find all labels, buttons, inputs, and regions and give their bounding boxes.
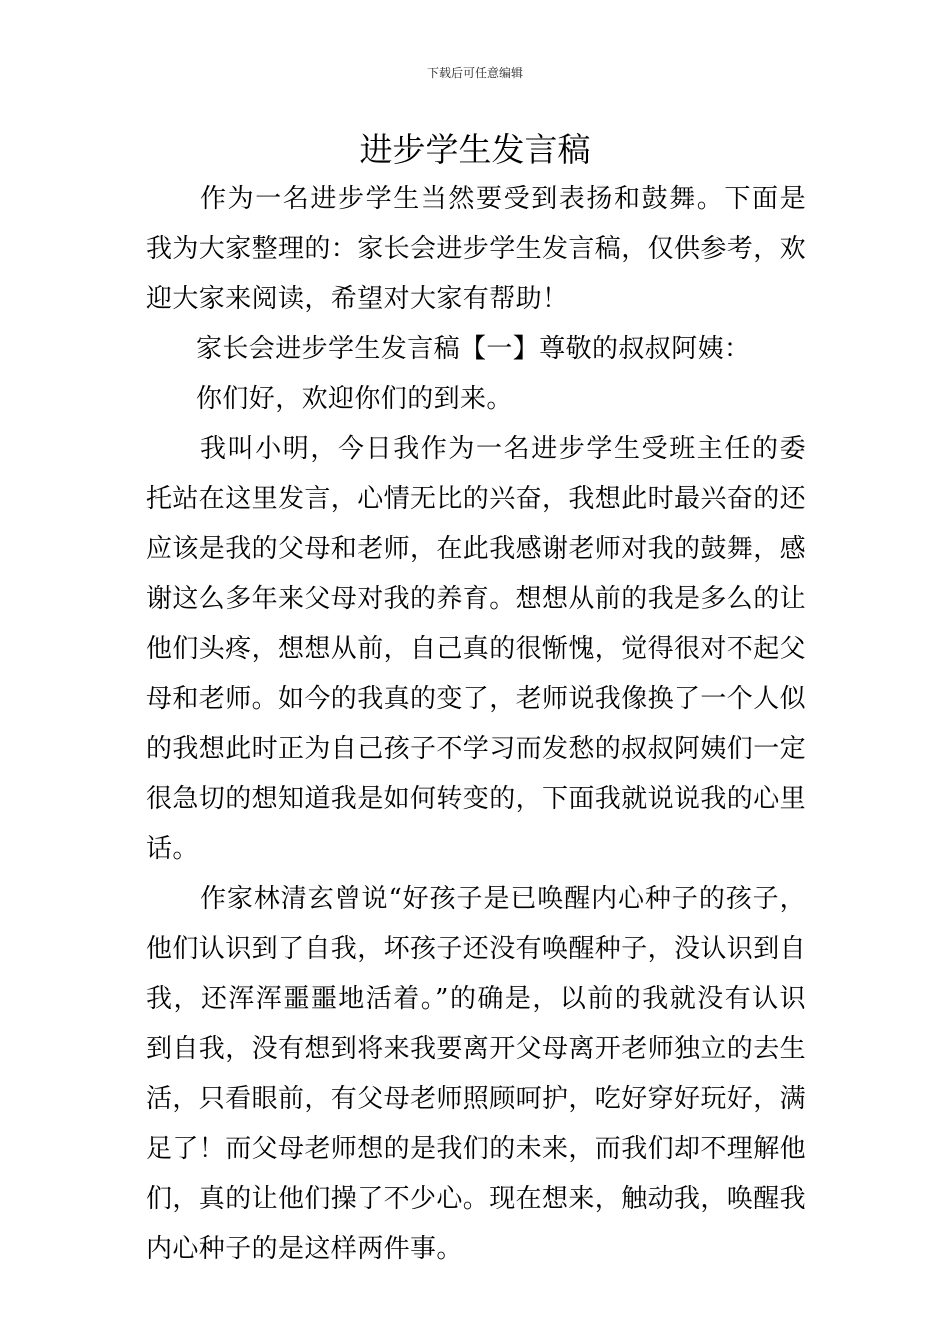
document-title: 进步学生发言稿 [359,130,591,169]
paragraph-self-introduction: 我叫小明，今日我作为一名进步学生受班主任的委托站在这里发言，心情无比的兴奋，我想此时最兴奋的还应该是我的父母和老师，在此我感谢老师对我的鼓舞，感谢这么多年来父母对我的养育。想想从前的我是多么的让他们头疼，想想从前，自己真的很惭愧，觉得很对不起父母和老师。如今的我真的变了，老师说我像换了一个人似的我想此时正为自己孩子不学习而发愁的叔叔阿姨们一定很急切的想知道我是如何转变的，下面我就说说我的心里话。 [146,434,807,864]
paragraph-quote: 作家林清玄曾说“好孩子是已唤醒内心种子的孩子，他们认识到了自我，坏孩子还没有唤醒种子，没认识到自我，还浑浑噩噩地活着。”的确是，以前的我就没有认识到自我，没有想到将来我要离开父母离开老师独立的去生活，只看眼前，有父母老师照顾呵护，吃好穿好玩好，满足了！而父母老师想的是我们的未来，而我们却不理解他们，真的让他们操了不少心。现在想来，触动我，唤醒我内心种子的是这样两件事。 [146,884,807,1264]
header-note: 下载后可任意编辑 [426,66,523,80]
paragraph-salutation: 家长会进步学生发言稿【一】尊敬的叔叔阿姨： [196,334,751,364]
paragraph-intro: 作为一名进步学生当然要受到表扬和鼓舞。下面是我为大家整理的：家长会进步学生发言稿，仅供参考，欢迎大家来阅读，希望对大家有帮助！ [146,184,807,314]
document-body [146,174,806,1274]
paragraph-greeting: 你们好，欢迎你们的到来。 [196,384,513,414]
